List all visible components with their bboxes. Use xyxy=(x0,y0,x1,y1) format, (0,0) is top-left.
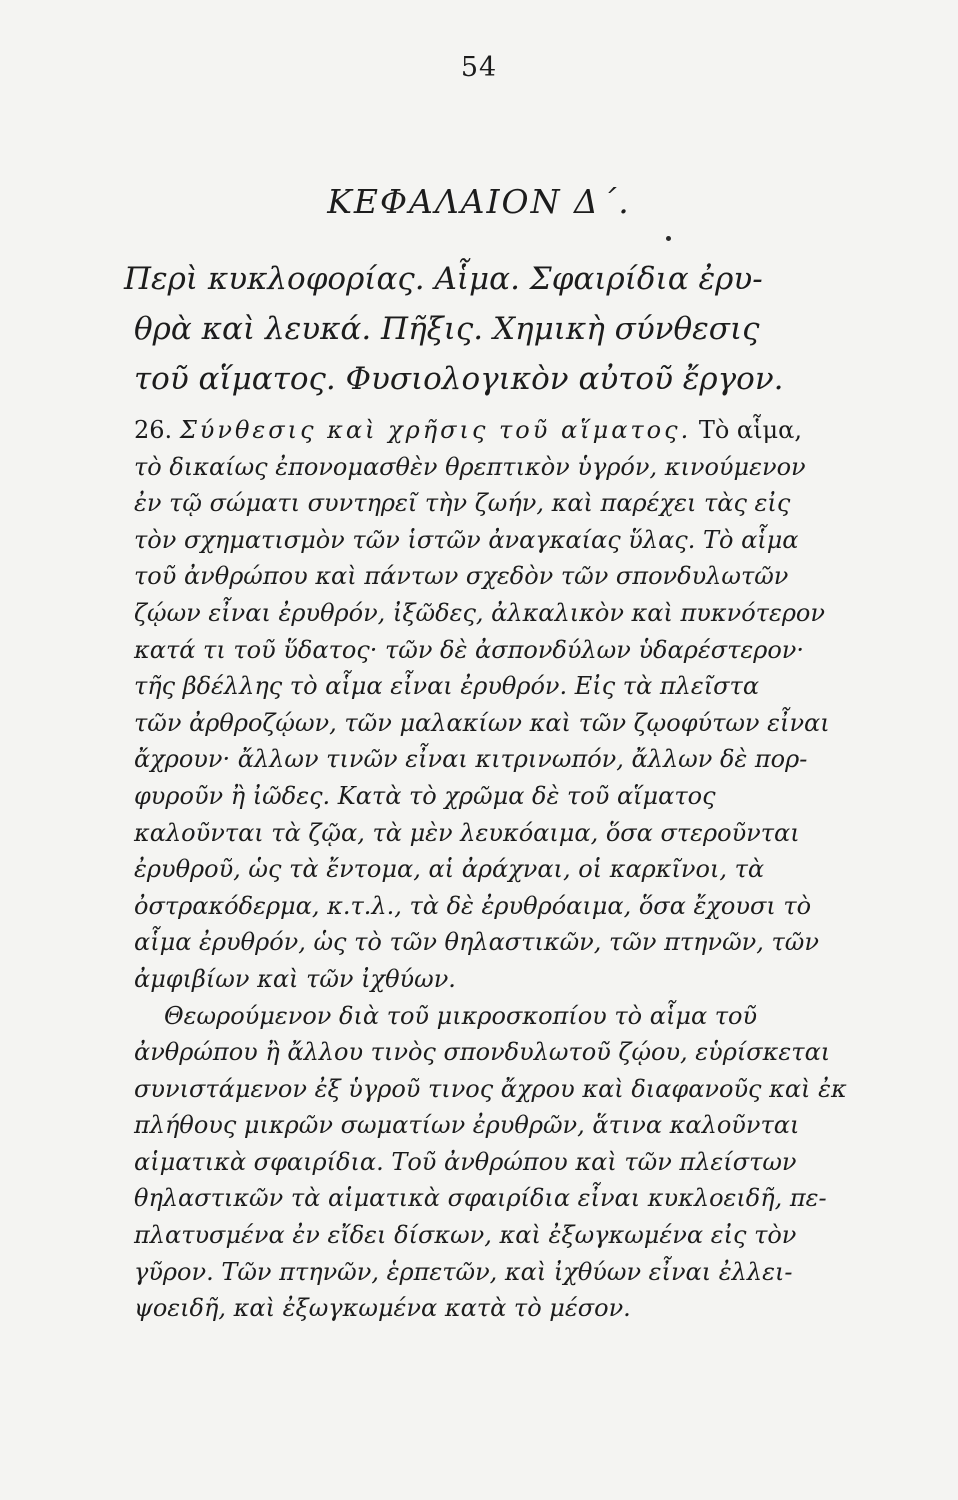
paragraph-text: Τὸ αἷμα, xyxy=(698,416,802,444)
paragraph-line: ψοειδῆ, καὶ ἐξωγκωμένα κατὰ τὸ μέσον. xyxy=(134,1294,631,1323)
paragraph-line: ἐν τῷ σώματι συντηρεῖ τὴν ζωήν, καὶ παρέχει τὰς εἰς xyxy=(134,489,791,518)
paragraph-line: πλήθους μικρῶν σωματίων ἐρυθρῶν, ἅτινα καλοῦνται xyxy=(134,1111,800,1140)
paragraph-line: τὸν σχηματισμὸν τῶν ἱστῶν ἀναγκαίας ὕλας. Τὸ αἷμα xyxy=(134,525,799,554)
paragraph-line: ἀνθρώπου ἢ ἄλλου τινὸς σπονδυλωτοῦ ζῴου, εὑρίσκεται xyxy=(134,1038,831,1067)
summary-line: θρὰ καὶ λευκά. Πῆξις. Χημικὴ σύνθεσις xyxy=(134,311,760,347)
paragraph-line: ἄχρουν· ἄλλων τινῶν εἶναι κιτρινωπόν, ἄλλων δὲ πορ- xyxy=(134,745,808,774)
paragraph-line: κατά τι τοῦ ὕδατος· τῶν δὲ ἀσπονδύλων ὑδαρέστερον· xyxy=(134,635,805,664)
paragraph-line: τῆς βδέλλης τὸ αἷμα εἶναι ἐρυθρόν. Εἰς τὰ πλεῖστα xyxy=(134,672,760,701)
paragraph-line: αἱματικὰ σφαιρίδια. Τοῦ ἀνθρώπου καὶ τῶν πλείστων xyxy=(134,1147,797,1176)
paragraph-line: τῶν ἀρθροζῴων, τῶν μαλακίων καὶ τῶν ζῳοφύτων εἶναι xyxy=(134,708,830,737)
body-text xyxy=(134,412,874,1327)
summary-line: τοῦ αἵματος. Φυσιολογικὸν αὐτοῦ ἔργον. xyxy=(134,361,784,397)
section-number: 26. xyxy=(134,416,173,444)
ink-dot xyxy=(666,236,671,241)
paragraph-line: γῦρον. Τῶν πτηνῶν, ἑρπετῶν, καὶ ἰχθύων εἶναι ἐλλει- xyxy=(134,1257,793,1286)
paragraph-line: φυροῦν ἢ ἰῶδες. Κατὰ τὸ χρῶμα δὲ τοῦ αἵματος xyxy=(134,781,716,810)
paragraph-line: θηλαστικῶν τὰ αἱματικὰ σφαιρίδια εἶναι κυκλοειδῆ, πε- xyxy=(134,1184,827,1213)
paragraph-line: ζῴων εἶναι ἐρυθρόν, ἰξῶδες, ἀλκαλικὸν καὶ πυκνότερον xyxy=(134,598,825,627)
summary-line: Περὶ κυκλοφορίας. Αἷμα. Σφαιρίδια ἐρυ- xyxy=(124,261,763,297)
chapter-summary xyxy=(124,254,874,404)
paragraph-line: συνιστάμενον ἐξ ὑγροῦ τινος ἄχρου καὶ διαφανοῦς καὶ ἐκ xyxy=(134,1074,847,1103)
paragraph-line: ὀστρακόδερμα, κ.τ.λ., τὰ δὲ ἐρυθρόαιμα, ὅσα ἔχουσι τὸ xyxy=(134,891,812,920)
section-heading-line xyxy=(134,412,874,449)
paragraph-line: τὸ δικαίως ἐπονομασθὲν θρεπτικὸν ὑγρόν, κινούμενον xyxy=(134,452,806,481)
section-title: Σύνθεσις καὶ χρῆσις τοῦ αἵματος. xyxy=(179,416,692,444)
paragraph-line: Θεωρούμενον διὰ τοῦ μικροσκοπίου τὸ αἷμα τοῦ xyxy=(164,1001,758,1030)
paragraph-line: ἀμφιβίων καὶ τῶν ἰχθύων. xyxy=(134,964,456,993)
paragraph-line: αἷμα ἐρυθρόν, ὡς τὸ τῶν θηλαστικῶν, τῶν πτηνῶν, τῶν xyxy=(134,928,819,957)
chapter-heading: ΚΕΦΑΛΑΙΟΝ Δ΄. xyxy=(327,182,631,221)
paragraph-line: τοῦ ἀνθρώπου καὶ πάντων σχεδὸν τῶν σπονδυλωτῶν xyxy=(134,562,789,591)
paragraph-line: καλοῦνται τὰ ζῷα, τὰ μὲν λευκόαιμα, ὅσα στεροῦνται xyxy=(134,818,800,847)
paragraph-line: ἐρυθροῦ, ὡς τὰ ἔντομα, αἱ ἀράχναι, οἱ καρκῖνοι, τὰ xyxy=(134,855,765,884)
paragraph-line: πλατυσμένα ἐν εἴδει δίσκων, καὶ ἐξωγκωμένα εἰς τὸν xyxy=(134,1221,797,1250)
page-number: 54 xyxy=(460,52,498,83)
